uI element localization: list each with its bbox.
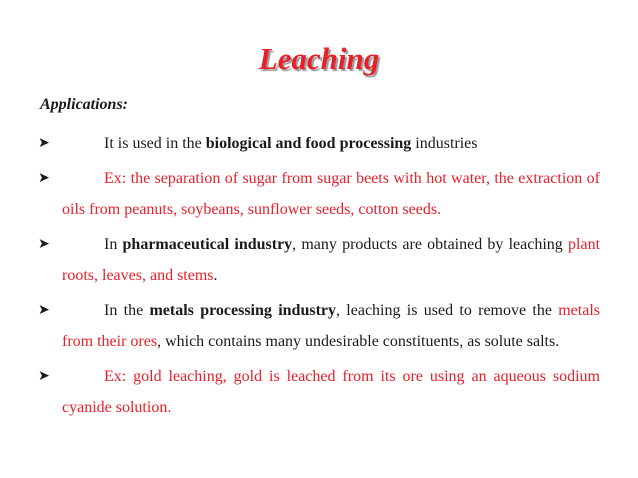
bullet-text: , many products are obtained by leaching bbox=[292, 236, 569, 253]
bullet-text: , which contains many undesirable constituents, as solute salts. bbox=[157, 333, 560, 350]
arrowhead-bullet-icon: ➤ bbox=[38, 236, 50, 252]
slide-title: Leaching bbox=[258, 41, 380, 76]
bullet-item-food-processing bbox=[38, 128, 600, 159]
bullet-item-pharmaceutical bbox=[38, 229, 600, 291]
bullet-highlight: metals from their ores bbox=[62, 302, 600, 350]
bullet-text: In the bbox=[104, 302, 150, 319]
bullet-item-metals-processing bbox=[38, 295, 600, 357]
bullet-emphasis: pharmaceutical industry bbox=[122, 236, 293, 253]
arrowhead-bullet-icon: ➤ bbox=[38, 170, 50, 186]
bullet-text: It is used in the bbox=[104, 135, 206, 152]
bullet-list bbox=[38, 128, 600, 427]
bullet-item-gold-example bbox=[38, 361, 600, 423]
bullet-text: , leaching is used to remove the bbox=[336, 302, 559, 319]
bullet-text: . bbox=[213, 267, 218, 284]
bullet-emphasis: metals processing industry bbox=[149, 302, 336, 319]
bullet-item-sugar-example bbox=[38, 163, 600, 225]
bullet-text: industries bbox=[411, 135, 478, 152]
arrowhead-bullet-icon: ➤ bbox=[38, 302, 50, 318]
bullet-emphasis: biological and food processing bbox=[205, 135, 412, 152]
bullet-example-text: Ex: the separation of sugar from sugar beets with hot water, the extraction of oils from peanuts, soybeans, sunflower seeds, cotton seeds. bbox=[62, 170, 600, 218]
applications-heading: Applications: bbox=[40, 96, 129, 113]
bullet-example-text: Ex: gold leaching, gold is leached from its ore using an aqueous sodium cyanide solution. bbox=[62, 368, 600, 416]
arrowhead-bullet-icon: ➤ bbox=[38, 368, 50, 384]
bullet-highlight: plant roots, leaves, and stems bbox=[62, 236, 601, 284]
arrowhead-bullet-icon: ➤ bbox=[38, 135, 50, 151]
bullet-text: In bbox=[104, 236, 123, 253]
